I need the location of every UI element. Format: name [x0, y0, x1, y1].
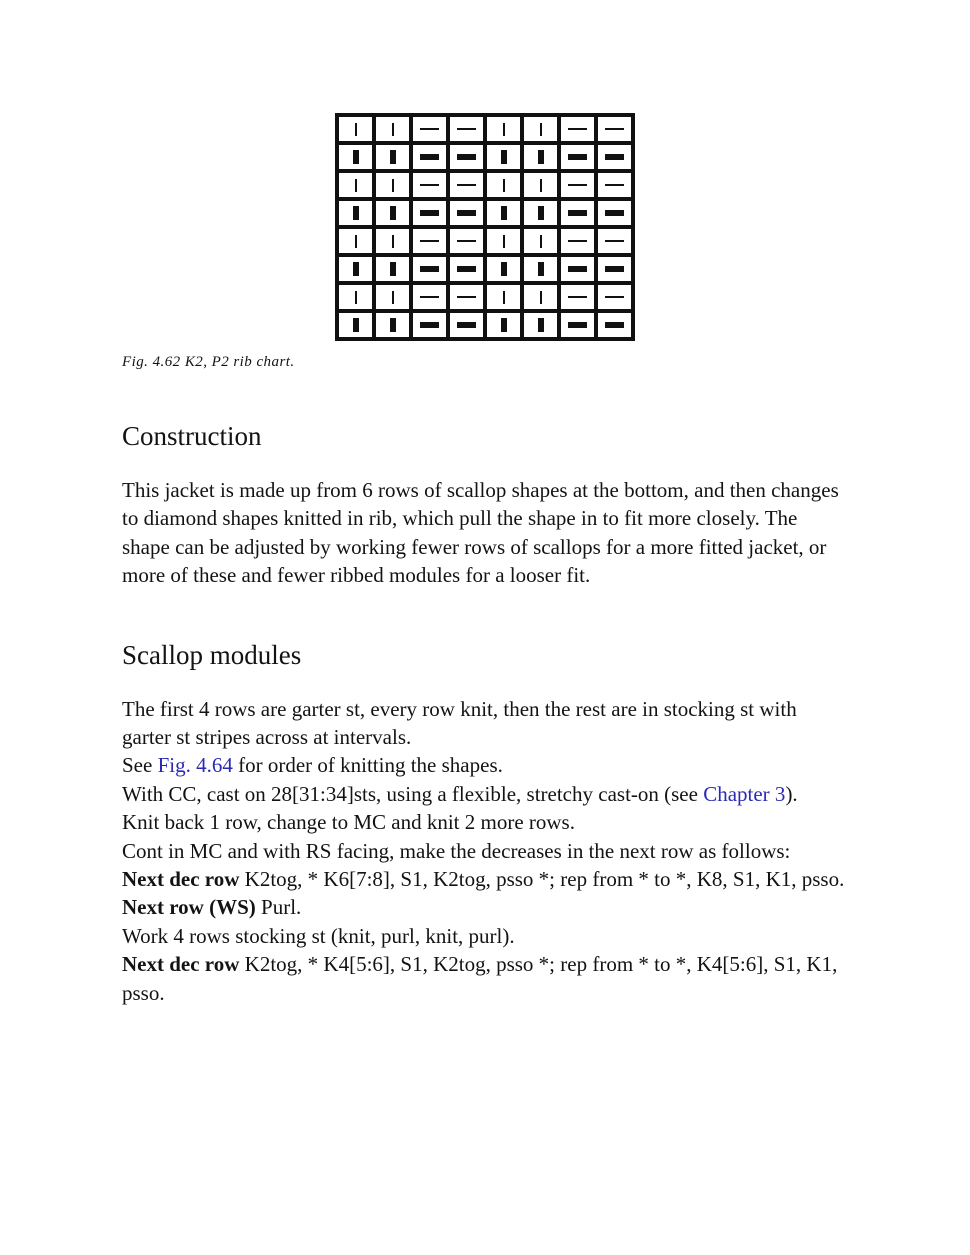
horizontal-bar-icon	[457, 266, 476, 272]
chart-cell-knit-symbol	[374, 227, 411, 255]
horizontal-bar-icon	[568, 266, 587, 272]
horizontal-bar-icon	[568, 322, 587, 328]
horizontal-bar-icon	[420, 128, 439, 130]
chart-cell-purl-symbol	[448, 115, 485, 143]
vertical-bar-icon	[538, 206, 544, 220]
chart-cell-knit-symbol	[337, 143, 374, 171]
vertical-bar-icon	[390, 206, 396, 220]
bold-run: Next dec row	[122, 952, 240, 977]
vertical-bar-icon	[538, 262, 544, 276]
text-run: The first 4 rows are garter st, every row knit, then the rest are in stocking st with garter st stripes across at intervals.	[122, 696, 797, 750]
chart-cell-knit-symbol	[522, 311, 559, 339]
chart-cell-purl-symbol	[559, 311, 596, 339]
chart-cell-purl-symbol	[411, 143, 448, 171]
chart-cell-knit-symbol	[374, 311, 411, 339]
vertical-bar-icon	[390, 150, 396, 164]
text-run: See	[122, 753, 158, 778]
horizontal-bar-icon	[457, 322, 476, 328]
chart-cell-knit-symbol	[337, 199, 374, 227]
horizontal-bar-icon	[457, 128, 476, 130]
text-run: for order of knitting the shapes.	[232, 753, 503, 778]
chart-cell-knit-symbol	[522, 143, 559, 171]
chart-cell-purl-symbol	[411, 255, 448, 283]
vertical-bar-icon	[503, 291, 505, 304]
chart-cell-purl-symbol	[596, 115, 633, 143]
chart-cell-knit-symbol	[337, 311, 374, 339]
horizontal-bar-icon	[605, 128, 624, 130]
chart-cell-purl-symbol	[411, 171, 448, 199]
chart-cell-knit-symbol	[337, 283, 374, 311]
chart-cell-purl-symbol	[411, 199, 448, 227]
chart-cell-purl-symbol	[596, 311, 633, 339]
chart-cell-purl-symbol	[559, 115, 596, 143]
cross-reference-link[interactable]: Fig. 4.64	[157, 753, 233, 778]
paragraph	[122, 695, 848, 752]
section-heading-construction: Construction	[122, 421, 262, 451]
horizontal-bar-icon	[420, 240, 439, 242]
horizontal-bar-icon	[605, 266, 624, 272]
vertical-bar-icon	[540, 123, 542, 136]
text-run: This jacket is made up from 6 rows of scallop shapes at the bottom, and then changes to diamond shapes knitted in rib, which pull the shape in to fit more closely. The shape can be adjusted by working fewer rows of scallops for a more fitted jacket, or more of these and fewer ribbed modules for a looser fit.	[122, 478, 839, 588]
vertical-bar-icon	[540, 235, 542, 248]
vertical-bar-icon	[501, 206, 507, 220]
horizontal-bar-icon	[605, 210, 624, 216]
text-run: K2tog, * K6[7:8], S1, K2tog, psso *; rep from * to *, K8, S1, K1, psso.	[239, 867, 845, 892]
chart-cell-purl-symbol	[596, 255, 633, 283]
vertical-bar-icon	[392, 291, 394, 304]
vertical-bar-icon	[390, 262, 396, 276]
chart-cell-knit-symbol	[522, 115, 559, 143]
paragraph	[122, 808, 848, 836]
bold-run: Next row (WS)	[122, 895, 256, 920]
chart-cell-knit-symbol	[522, 171, 559, 199]
paragraph	[122, 865, 848, 893]
chart-cell-purl-symbol	[559, 255, 596, 283]
vertical-bar-icon	[503, 179, 505, 192]
chart-cell-purl-symbol	[559, 143, 596, 171]
section-construction	[122, 421, 848, 590]
chart-cell-purl-symbol	[448, 227, 485, 255]
section-scallop-modules	[122, 640, 848, 1007]
chart-cell-knit-symbol	[337, 255, 374, 283]
horizontal-bar-icon	[568, 128, 587, 130]
horizontal-bar-icon	[457, 184, 476, 186]
chart-cell-knit-symbol	[522, 255, 559, 283]
chart-cell-purl-symbol	[448, 143, 485, 171]
horizontal-bar-icon	[457, 210, 476, 216]
vertical-bar-icon	[353, 262, 359, 276]
chart-cell-knit-symbol	[485, 311, 522, 339]
vertical-bar-icon	[503, 235, 505, 248]
vertical-bar-icon	[501, 150, 507, 164]
chart-cell-purl-symbol	[559, 227, 596, 255]
figure-4-62	[335, 113, 635, 341]
paragraph	[122, 476, 848, 590]
paragraph	[122, 922, 848, 950]
paragraph	[122, 780, 848, 808]
chart-cell-purl-symbol	[559, 283, 596, 311]
section-heading-scallop-modules: Scallop modules	[122, 639, 302, 670]
chart-cell-purl-symbol	[559, 171, 596, 199]
horizontal-bar-icon	[420, 266, 439, 272]
figure-caption: Fig. 4.62 K2, P2 rib chart.	[122, 354, 295, 370]
chart-cell-purl-symbol	[596, 143, 633, 171]
chart-cell-knit-symbol	[374, 143, 411, 171]
chart-cell-knit-symbol	[374, 171, 411, 199]
text-run: Purl.	[255, 895, 302, 920]
horizontal-bar-icon	[420, 210, 439, 216]
paragraph	[122, 950, 848, 1007]
vertical-bar-icon	[501, 318, 507, 332]
text-run: ).	[785, 781, 798, 806]
horizontal-bar-icon	[605, 240, 624, 242]
chart-cell-purl-symbol	[411, 311, 448, 339]
chart-cell-purl-symbol	[596, 227, 633, 255]
chart-cell-knit-symbol	[337, 227, 374, 255]
vertical-bar-icon	[501, 262, 507, 276]
chart-cell-purl-symbol	[596, 199, 633, 227]
horizontal-bar-icon	[568, 210, 587, 216]
chart-cell-knit-symbol	[374, 199, 411, 227]
chart-cell-knit-symbol	[485, 171, 522, 199]
horizontal-bar-icon	[568, 154, 587, 160]
paragraph	[122, 837, 848, 865]
paragraph	[122, 893, 848, 921]
k2-p2-rib-chart	[335, 113, 635, 341]
text-run: K2tog, * K4[5:6], S1, K2tog, psso *; rep from * to *, K4[5:6], S1, K1, psso.	[122, 952, 838, 1005]
chart-cell-purl-symbol	[411, 283, 448, 311]
chart-cell-knit-symbol	[522, 283, 559, 311]
vertical-bar-icon	[538, 318, 544, 332]
chart-cell-purl-symbol	[448, 255, 485, 283]
chart-cell-purl-symbol	[596, 283, 633, 311]
chart-cell-knit-symbol	[374, 255, 411, 283]
text-run: Cont in MC and with RS facing, make the decreases in the next row as follows:	[122, 838, 791, 863]
chart-cell-purl-symbol	[411, 115, 448, 143]
chart-cell-knit-symbol	[374, 283, 411, 311]
horizontal-bar-icon	[457, 240, 476, 242]
text-run: With CC, cast on 28[31:34]sts, using a flexible, stretchy cast-on (see	[122, 781, 704, 806]
horizontal-bar-icon	[568, 296, 587, 298]
chart-cell-knit-symbol	[374, 115, 411, 143]
text-sections	[122, 421, 848, 1007]
vertical-bar-icon	[353, 318, 359, 332]
chart-cell-knit-symbol	[485, 255, 522, 283]
vertical-bar-icon	[392, 179, 394, 192]
bold-run: Next dec row	[122, 867, 240, 892]
chart-cell-purl-symbol	[448, 199, 485, 227]
horizontal-bar-icon	[605, 154, 624, 160]
chart-cell-knit-symbol	[522, 227, 559, 255]
chart-cell-knit-symbol	[337, 115, 374, 143]
cross-reference-link[interactable]: Chapter 3	[703, 781, 786, 806]
horizontal-bar-icon	[420, 322, 439, 328]
vertical-bar-icon	[392, 123, 394, 136]
chart-cell-purl-symbol	[448, 171, 485, 199]
chart-cell-purl-symbol	[448, 283, 485, 311]
chart-cell-purl-symbol	[448, 311, 485, 339]
vertical-bar-icon	[355, 179, 357, 192]
vertical-bar-icon	[355, 123, 357, 136]
vertical-bar-icon	[353, 150, 359, 164]
text-run: Knit back 1 row, change to MC and knit 2 more rows.	[122, 810, 575, 835]
text-run: Work 4 rows stocking st (knit, purl, knit, purl).	[122, 923, 515, 948]
page-content	[122, 0, 848, 1007]
chart-cell-knit-symbol	[485, 143, 522, 171]
chart-cell-knit-symbol	[522, 199, 559, 227]
vertical-bar-icon	[353, 206, 359, 220]
vertical-bar-icon	[503, 123, 505, 136]
horizontal-bar-icon	[420, 154, 439, 160]
vertical-bar-icon	[355, 235, 357, 248]
horizontal-bar-icon	[605, 296, 624, 298]
horizontal-bar-icon	[457, 154, 476, 160]
chart-cell-knit-symbol	[485, 199, 522, 227]
horizontal-bar-icon	[568, 184, 587, 186]
chart-cell-knit-symbol	[485, 283, 522, 311]
vertical-bar-icon	[392, 235, 394, 248]
paragraph	[122, 751, 848, 779]
chart-cell-purl-symbol	[559, 199, 596, 227]
chart-cell-knit-symbol	[485, 227, 522, 255]
chart-cell-purl-symbol	[411, 227, 448, 255]
chart-cell-knit-symbol	[485, 115, 522, 143]
horizontal-bar-icon	[420, 296, 439, 298]
horizontal-bar-icon	[457, 296, 476, 298]
horizontal-bar-icon	[420, 184, 439, 186]
vertical-bar-icon	[540, 291, 542, 304]
vertical-bar-icon	[355, 291, 357, 304]
chart-cell-purl-symbol	[596, 171, 633, 199]
vertical-bar-icon	[538, 150, 544, 164]
horizontal-bar-icon	[605, 322, 624, 328]
vertical-bar-icon	[390, 318, 396, 332]
vertical-bar-icon	[540, 179, 542, 192]
horizontal-bar-icon	[605, 184, 624, 186]
chart-cell-knit-symbol	[337, 171, 374, 199]
horizontal-bar-icon	[568, 240, 587, 242]
